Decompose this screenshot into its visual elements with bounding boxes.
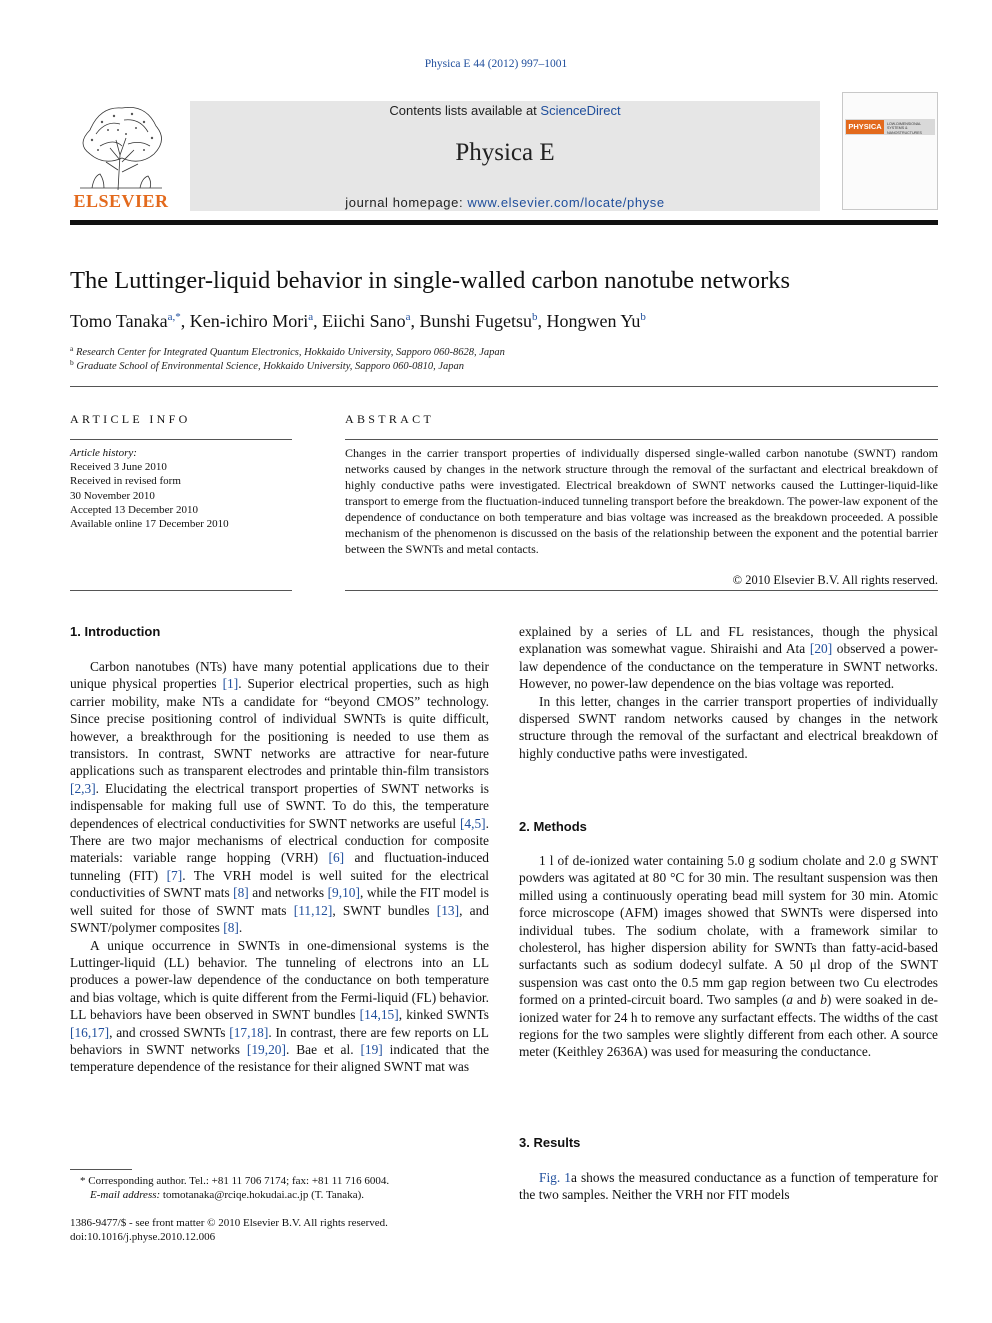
intro-paragraph-2 bbox=[70, 937, 489, 1076]
author-name[interactable]: Tomo Tanaka bbox=[70, 311, 168, 331]
citation-link[interactable]: [14,15] bbox=[359, 1007, 399, 1023]
citation-link[interactable]: [19,20] bbox=[246, 1041, 286, 1057]
section-heading-introduction: 1. Introduction bbox=[70, 624, 161, 639]
text: A unique occurrence in SWNTs in one-dimensional systems is the Luttinger-liquid (LL) behavior. The tunneling of electrons into an LL produces a power-law dependence of the conductance on both temperature and bias voltage, which is quite different from the Fermi-liquid (FL) behavior. LL behaviors have been observed in SWNT bundles bbox=[70, 937, 489, 1023]
contents-prefix: Contents lists available at bbox=[389, 103, 541, 118]
methods-paragraph bbox=[519, 852, 938, 1061]
affiliation-b bbox=[70, 358, 938, 372]
text: . Bae et al. bbox=[285, 1041, 361, 1057]
cover-subtitle: LOW-DIMENSIONAL SYSTEMS & NANOSTRUCTURES bbox=[887, 122, 922, 135]
author-affiliation-mark[interactable]: b bbox=[532, 311, 538, 323]
text: a shows the measured conductance as a function of temperature for the two samples. Neither the VRH nor FIT models bbox=[519, 1170, 938, 1203]
affiliation-text: Research Center for Integrated Quantum Electronics, Hokkaido University, Sapporo 060-8628, Japan bbox=[75, 347, 505, 358]
author-name[interactable]: Ken-ichiro Mori bbox=[189, 311, 309, 331]
text: explained by a series of LL and FL resistances, though the physical explanation was somewhat vague. Shiraishi and Ata bbox=[519, 624, 938, 657]
corresponding-author-note: * Corresponding author. Tel.: +81 11 706 7174; fax: +81 11 716 6004. bbox=[80, 1175, 390, 1187]
footnote-rule bbox=[70, 1169, 132, 1170]
article-history bbox=[70, 446, 292, 531]
intro-paragraph-4: In this letter, changes in the carrier transport properties of individually dispersed SWNT random networks caused by changes in the network structure through the removal of the surfactant and electrical breakdown of highly conductive paths were investigated. bbox=[519, 693, 938, 761]
text: , and crossed SWNTs bbox=[109, 1024, 230, 1040]
figure-link[interactable]: Fig. 1 bbox=[539, 1170, 571, 1185]
journal-title: Physica E bbox=[455, 139, 555, 166]
sciencedirect-link[interactable]: ScienceDirect bbox=[540, 103, 621, 118]
citation-link[interactable]: [7] bbox=[166, 867, 183, 883]
text: and bbox=[792, 992, 821, 1008]
author-name[interactable]: Bunshi Fugetsu bbox=[419, 311, 533, 331]
intro-paragraph-1 bbox=[70, 658, 489, 937]
history-entry: Accepted 13 December 2010 bbox=[70, 503, 198, 516]
text: , and SWNT/polymer composites bbox=[70, 902, 490, 936]
homepage-prefix: journal homepage: bbox=[345, 195, 468, 210]
article-info-bottom-rule bbox=[70, 590, 292, 591]
intro-paragraph-3 bbox=[519, 623, 938, 693]
citation-link[interactable]: [17,18] bbox=[229, 1024, 269, 1040]
intro-column-right bbox=[519, 623, 938, 762]
journal-cover-thumbnail[interactable] bbox=[842, 92, 938, 210]
abstract-bottom-rule bbox=[345, 590, 938, 591]
text: indicated that the temperature dependence of the resistance for their aligned SWNT mat was bbox=[70, 1041, 490, 1075]
text: and networks bbox=[248, 885, 328, 901]
author-affiliation-mark[interactable]: a bbox=[405, 311, 411, 323]
bibliographic-info bbox=[70, 1216, 489, 1244]
history-entry: 30 November 2010 bbox=[70, 489, 155, 502]
citation-link[interactable]: [4,5] bbox=[459, 815, 486, 831]
text: . The VRH model is well suited for the electrical conductivities of SWNT mats bbox=[70, 867, 489, 901]
author-affiliation-mark[interactable]: a bbox=[308, 311, 314, 323]
elsevier-wordmark: ELSEVIER bbox=[73, 191, 169, 211]
text: . There are two major mechanisms of electrical conduction for composite materials: variable range hopping (VRH) bbox=[70, 815, 489, 866]
citation-link[interactable]: [2,3] bbox=[70, 780, 96, 796]
text: observed a power-law dependence of the conductance on the temperature in SWNT networks. However, no power-law dependence on the bias voltage was reported. bbox=[519, 641, 938, 692]
affiliation-text: Graduate School of Environmental Science, Hokkaido University, Sapporo 060-0810, Japan bbox=[76, 361, 465, 372]
elsevier-logo bbox=[70, 100, 172, 212]
journal-banner bbox=[190, 101, 820, 211]
text: and fluctuation-induced tunneling (FIT) bbox=[70, 850, 489, 883]
footnote bbox=[70, 1174, 489, 1202]
section-heading-results: 3. Results bbox=[519, 1135, 581, 1150]
article-info-rule bbox=[70, 439, 292, 440]
sample-label: b bbox=[820, 992, 827, 1008]
issn-line: 1386-9477/$ - see front matter © 2010 Elsevier B.V. All rights reserved. bbox=[70, 1217, 388, 1229]
results-paragraph-1 bbox=[519, 1169, 938, 1204]
text: Carbon nanotubes (NTs) have many potential applications due to their unique physical properties bbox=[70, 659, 489, 692]
author-name[interactable]: Eiichi Sano bbox=[322, 311, 406, 331]
affiliation-mark: b bbox=[70, 358, 74, 367]
citation-link[interactable]: [8] bbox=[223, 920, 239, 936]
citation-link[interactable]: [11,12] bbox=[293, 902, 333, 918]
email-label: E-mail address: bbox=[90, 1189, 163, 1201]
cover-badge: PHYSICA bbox=[846, 120, 884, 134]
results-paragraph bbox=[519, 1169, 938, 1204]
methods-paragraph-1 bbox=[519, 852, 938, 1061]
sample-label: a bbox=[786, 992, 793, 1008]
author-affiliation-mark[interactable]: b bbox=[640, 311, 646, 323]
citation-link[interactable]: [1] bbox=[222, 676, 239, 692]
text: , SWNT bundles bbox=[332, 902, 437, 918]
affiliation-a bbox=[70, 344, 938, 358]
citation-link[interactable]: [16,17] bbox=[70, 1024, 110, 1040]
email-address[interactable]: tomotanaka@rciqe.hokudai.ac.jp (T. Tanaka). bbox=[162, 1189, 364, 1201]
citation-link[interactable]: [9,10] bbox=[327, 885, 360, 901]
author-affiliation-mark[interactable]: a,* bbox=[167, 311, 181, 323]
text: . Superior electrical properties, such as high carrier mobility, make NTs a candidate for “beyond CMOS” technology. Since precise positioning control of individual SWNTs is quite difficult, however, a breakthrough for the positioning is needed to use them as transistors. In contrast, SWNT networks are attractive for near-future applications such as transparent electrodes and printable thin-film transistors bbox=[70, 676, 489, 779]
header-rule bbox=[70, 220, 938, 225]
history-entry: Available online 17 December 2010 bbox=[70, 518, 229, 531]
intro-column-left bbox=[70, 658, 489, 1076]
history-label: Article history: bbox=[70, 447, 137, 459]
abstract-copyright: © 2010 Elsevier B.V. All rights reserved. bbox=[732, 573, 938, 587]
history-entry: Received in revised form bbox=[70, 475, 181, 488]
history-entry: Received 3 June 2010 bbox=[70, 461, 167, 474]
citation-link[interactable]: [6] bbox=[328, 850, 345, 866]
email-line bbox=[70, 1188, 489, 1202]
section-heading-methods: 2. Methods bbox=[519, 819, 587, 834]
abstract-rule bbox=[345, 439, 938, 440]
text: , kinked SWNTs bbox=[398, 1007, 489, 1023]
text: ) were soaked in de-ionized water for 24 h to remove any surfactant effects. The widths of the cast regions for the two samples were slightly different from each other. A source meter (Keithley 2636A) was used for measuring the conductance. bbox=[519, 992, 938, 1060]
homepage-line bbox=[190, 195, 820, 210]
citation-link[interactable]: [20] bbox=[809, 641, 833, 657]
article-title: The Luttinger-liquid behavior in single-walled carbon nanotube networks bbox=[70, 267, 791, 294]
elsevier-tree-icon bbox=[70, 100, 172, 192]
title-divider bbox=[70, 386, 938, 387]
author-name[interactable]: Hongwen Yu bbox=[546, 311, 641, 331]
text: . bbox=[238, 920, 243, 936]
doi-line[interactable]: doi:10.1016/j.physe.2010.12.006 bbox=[70, 1231, 216, 1243]
text: . Elucidating the electrical transport properties of SWNT networks is indispensable for making full use of SWNT. To do this, the temperature dependences of electrical conductivities for SWNT networks are useful bbox=[70, 780, 489, 831]
abstract-text: Changes in the carrier transport properties of individually dispersed single-walled carbon nanotube (SWNT) random networks caused by changes in the network structure through the removal of the surfactant and electrical breakdown of highly conductive paths were investigated. Electrical breakdown of SWNT networks caused the Luttinger-liquid-like transport to emerge from the fluctuation-induced tunneling transport before the breakdown. The power-law exponent of the dependence of conductance on both temperature and bias voltage was increased as the breakdown proceeded. A possible mechanism of the phenomenon is discussed on the basis of the relationship between the exponent and the potential barrier between the SWNTs and metal contacts. bbox=[345, 446, 938, 556]
homepage-link[interactable]: www.elsevier.com/locate/physe bbox=[467, 195, 665, 210]
citation-link[interactable]: [8] bbox=[233, 885, 249, 901]
text: , while the FIT model is well suited for those of SWNT mats bbox=[70, 885, 489, 918]
text: 1 l of de-ionized water containing 5.0 g sodium cholate and 2.0 g SWNT powders was agitated at 80 °C for 30 min. The resultant suspension was then milled using a continuously operating bead mill system for 30 min. Atomic force microscope (AFM) images showed that SWNTs were dispersed into individual tubes. The sodium cholate, with a framework similar to cholesterol, has higher dispersion ability for SWNTs than fatty-acid-based surfactants such as sodium dodecyl sulfate. A 50 μl drop of the SWNT suspension was cast onto the 0.5 mm gap region between two Cu electrodes formed on a printed-circuit board. Two samples ( bbox=[519, 853, 938, 1008]
article-info-heading: ARTICLE INFO bbox=[70, 412, 191, 426]
author-list: Tomo Tanaka$^{a,*}$, Ken-ichiro Mori$^a$, Eiichi Sano$^a$, Bunshi Fugetsu$^b$, Hongwen Yu$^b$ bbox=[70, 311, 646, 331]
journal-reference[interactable]: Physica E 44 (2012) 997–1001 bbox=[424, 58, 568, 70]
contents-line bbox=[190, 103, 820, 118]
text: . In contrast, there are few reports on LL behaviors in SWNT networks bbox=[70, 1024, 489, 1057]
affiliation-mark: a bbox=[70, 344, 74, 353]
citation-link[interactable]: [13] bbox=[436, 902, 460, 918]
abstract-heading: ABSTRACT bbox=[345, 412, 435, 426]
citation-link[interactable]: [19] bbox=[360, 1041, 383, 1057]
